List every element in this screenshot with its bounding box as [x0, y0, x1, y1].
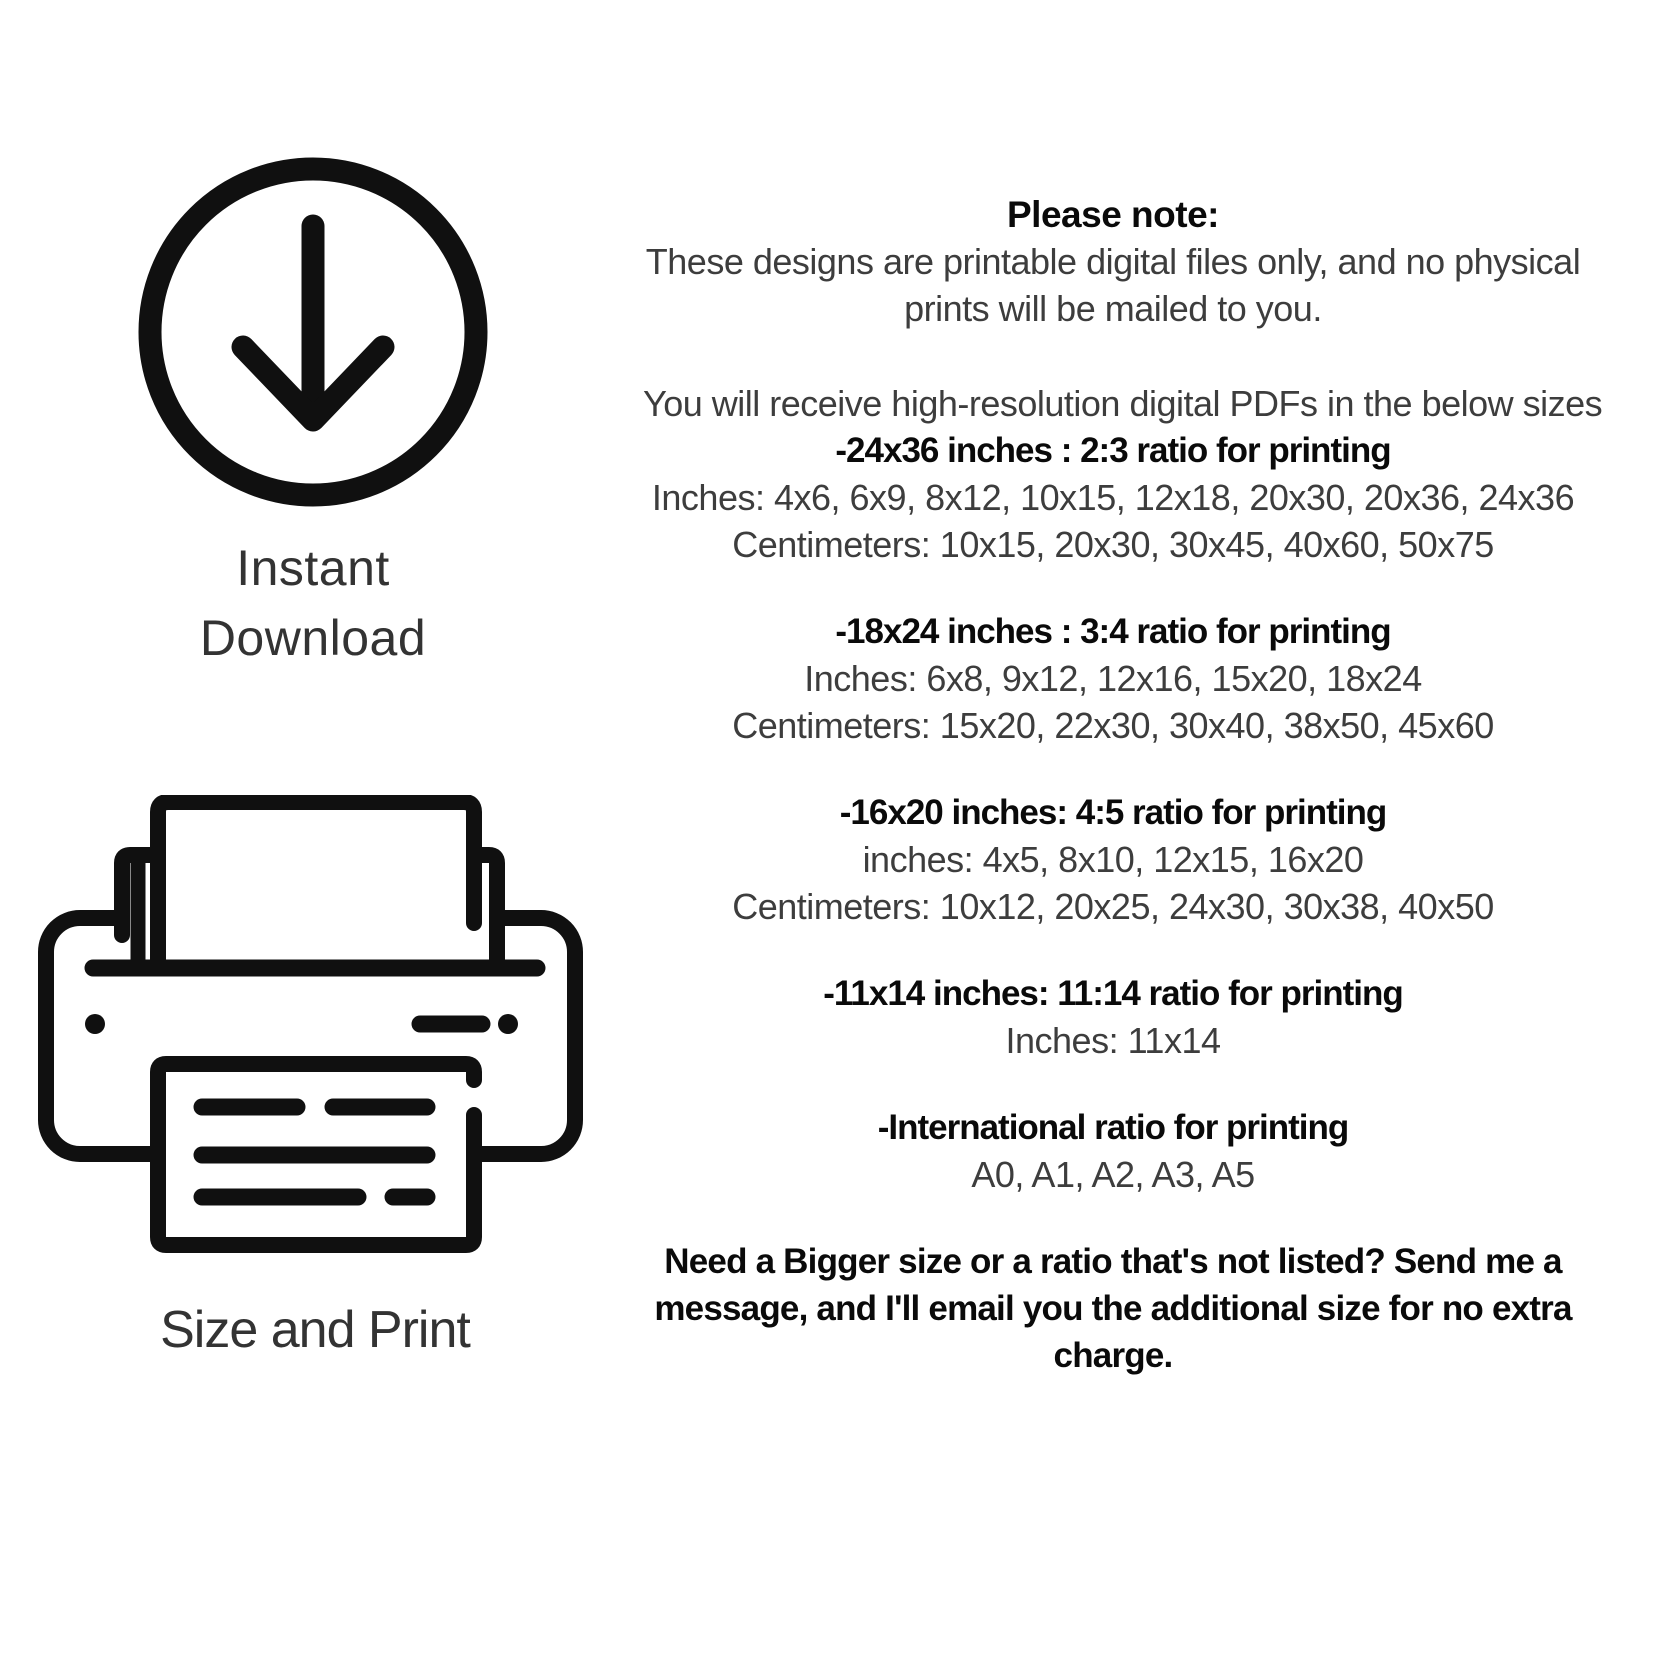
custom-size-note-line: message, and I'll email you the additional size for no extra: [654, 1289, 1572, 1328]
note-title: Please note:: [1007, 194, 1219, 235]
instant-download-label-line2: Download: [199, 610, 427, 666]
note-line: These designs are printable digital files only, and no physical: [645, 241, 1581, 282]
download-circle-arrow-icon: [135, 150, 491, 514]
size-section-11x14: [643, 970, 1583, 1064]
section-header: -International ratio for printing: [877, 1108, 1349, 1147]
section-header: -24x36 inches : 2:3 ratio for printing: [835, 431, 1391, 470]
intro-line: You will receive high-resolution digital PDFs in the below sizes: [643, 383, 1603, 424]
custom-size-note: [643, 1238, 1583, 1379]
size-info-column: [643, 191, 1603, 1379]
section-line: Inches: 6x8, 9x12, 12x16, 15x20, 18x24: [804, 658, 1422, 699]
section-header: -11x14 inches: 11:14 ratio for printing: [823, 974, 1403, 1013]
section-line: Centimeters: 10x12, 20x25, 24x30, 30x38, 40x50: [732, 886, 1494, 927]
size-section-18x24: [643, 608, 1583, 749]
section-line: Centimeters: 10x15, 20x30, 30x45, 40x60, 50x75: [732, 524, 1494, 565]
section-line: inches: 4x5, 8x10, 12x15, 16x20: [862, 839, 1364, 880]
instant-download-label-line1: Instant: [236, 540, 390, 596]
printer-icon: [38, 795, 583, 1253]
size-section-international: [643, 1104, 1583, 1198]
instant-download-label: [63, 533, 563, 673]
custom-size-note-line: Need a Bigger size or a ratio that's not listed? Send me a: [664, 1242, 1562, 1281]
custom-size-note-line: charge.: [1053, 1336, 1173, 1375]
size-section-24x36: [643, 427, 1583, 568]
size-and-print-label: Size and Print: [160, 1301, 470, 1359]
section-line: A0, A1, A2, A3, A5: [971, 1154, 1255, 1195]
section-header: -16x20 inches: 4:5 ratio for printing: [839, 793, 1387, 832]
note-line: prints will be mailed to you.: [904, 288, 1322, 329]
size-section-16x20: [643, 789, 1583, 930]
section-line: Inches: 11x14: [1005, 1020, 1221, 1061]
section-line: Centimeters: 15x20, 22x30, 30x40, 38x50, 45x60: [732, 705, 1494, 746]
section-line: Inches: 4x6, 6x9, 8x12, 10x15, 12x18, 20x30, 20x36, 24x36: [651, 477, 1575, 518]
section-header: -18x24 inches : 3:4 ratio for printing: [835, 612, 1391, 651]
